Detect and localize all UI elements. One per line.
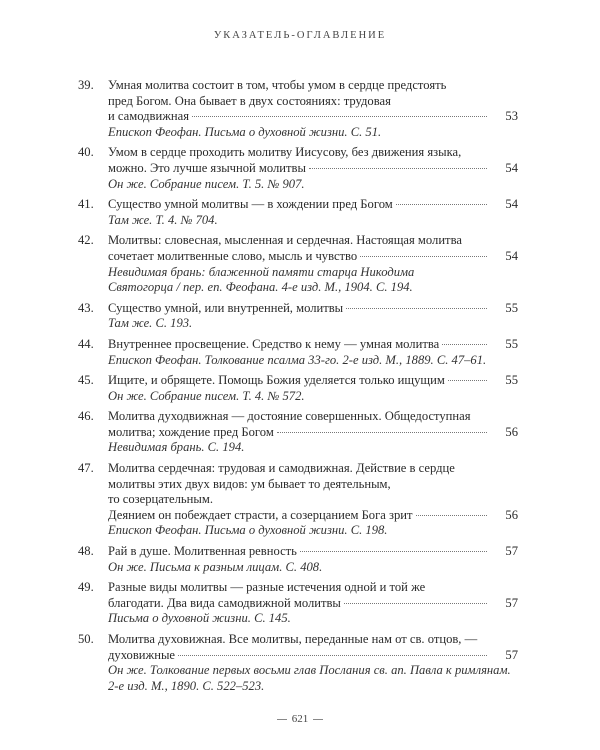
entry-title-line — [108, 648, 490, 664]
entry-title — [108, 301, 490, 317]
dot-leader — [416, 515, 487, 516]
entry-title — [108, 409, 490, 440]
entry-source-line: Он же. Собрание писем. Т. 5. № 907. — [108, 176, 305, 191]
entry-title-text: можно. Это лучше язычной молитвы — [108, 160, 306, 175]
entry-title-line — [108, 161, 490, 177]
dot-leader — [300, 551, 487, 552]
entry-source — [108, 440, 518, 456]
entry-title-line — [108, 508, 490, 524]
entry-title — [108, 373, 490, 389]
entry-title-line: Молитва сердечная: трудовая и самодвижная. Действие в сердце — [108, 461, 455, 476]
entry-title-line — [108, 544, 490, 560]
entry-source-line: Он же. Собрание писем. Т. 4. № 572. — [108, 388, 305, 403]
dot-leader — [360, 256, 487, 257]
entry-title-line — [108, 197, 490, 213]
running-header: УКАЗАТЕЛЬ-ОГЛАВЛЕНИЕ — [213, 30, 387, 41]
dot-leader — [396, 204, 487, 205]
footer-dash-right — [313, 719, 323, 720]
entry-title-text: молитва; хождение пред Богом — [108, 424, 274, 439]
entry-page-number: 55 — [505, 336, 518, 351]
entry-title-line — [108, 249, 490, 265]
entry-title-line: Умом в сердце проходить молитву Иисусову, без движения языка, — [108, 145, 462, 160]
dot-leader — [309, 168, 487, 169]
dot-leader — [178, 655, 487, 656]
entry-title-line: Молитвы: словесная, мысленная и сердечная. Настоящая молитва — [108, 233, 462, 248]
entry-source-line: Он же. Письма к разным лицам. С. 408. — [108, 559, 323, 574]
entry-title-line: пред Богом. Она бывает в двух состояниях: трудовая — [108, 93, 391, 108]
entry-source-line: 2-е изд. М., 1890. С. 522–523. — [108, 678, 265, 693]
entry-title-text: Внутреннее просвещение. Средство к нему — умная молитва — [108, 336, 440, 351]
entry-page-number: 57 — [505, 647, 518, 662]
entry-source — [108, 389, 518, 405]
entry-page-number: 57 — [505, 595, 518, 610]
toc-entry[interactable] — [0, 145, 600, 192]
entry-source-line: Святогорца / пер. еп. Феофана. 4-е изд. М., 1904. С. 194. — [108, 280, 413, 295]
entry-title-line: Молитва духовижная. Все молитвы, переданные нам от св. отцов, — — [108, 632, 478, 646]
entry-title-line — [108, 337, 490, 353]
entry-title — [108, 78, 490, 125]
entry-title — [108, 233, 490, 264]
toc-entry[interactable] — [0, 373, 600, 404]
entry-number: 41. — [78, 197, 94, 212]
entry-title-line: то созерцательным. — [108, 492, 213, 507]
entry-number: 46. — [78, 409, 94, 424]
entry-page-number: 54 — [505, 248, 518, 263]
entry-title — [108, 544, 490, 560]
entry-source-line: Епископ Феофан. Письма о духовной жизни. С. 198. — [108, 523, 388, 538]
entry-page-number: 57 — [505, 544, 518, 559]
entry-title-text: Существо умной, или внутренней, молитвы — [108, 300, 344, 315]
entry-source-line: Письма о духовной жизни. С. 145. — [108, 611, 291, 626]
entry-title-line: Молитва духодвижная — достояние совершенных. Общедоступная — [108, 409, 471, 424]
dot-leader — [344, 603, 487, 604]
entry-number: 43. — [78, 300, 94, 315]
toc-entry[interactable] — [0, 632, 600, 694]
table-of-contents — [0, 78, 600, 699]
entry-number: 44. — [78, 336, 94, 351]
entry-title — [108, 337, 490, 353]
entry-source — [108, 611, 518, 627]
entry-number: 49. — [78, 580, 94, 595]
entry-page-number: 56 — [505, 424, 518, 439]
entry-number: 39. — [78, 78, 94, 92]
entry-number: 42. — [78, 233, 94, 248]
entry-source — [108, 265, 518, 296]
entry-page-number: 55 — [505, 373, 518, 388]
entry-source-line: Невидимая брань. С. 194. — [108, 440, 245, 455]
dot-leader — [442, 344, 487, 345]
entry-title-line: Разные виды молитвы — разные истечения одной и той же — [108, 580, 426, 595]
entry-page-number: 53 — [505, 109, 518, 124]
entry-title-text: Существо умной молитвы — в хождении пред Богом — [108, 197, 393, 212]
entry-title-line: молитвы этих двух видов: ум бывает то деятельным, — [108, 476, 391, 491]
entry-title — [108, 632, 490, 663]
entry-number: 47. — [78, 461, 94, 476]
entry-source-line: Там же. С. 193. — [108, 316, 193, 331]
entry-page-number: 55 — [505, 300, 518, 315]
entry-title-text: Ищите, и обрящете. Помощь Божия уделяется только ищущим — [108, 373, 445, 388]
entry-title-text: Рай в душе. Молитвенная ревность — [108, 544, 297, 559]
entry-page-number: 54 — [505, 160, 518, 175]
entry-title-line — [108, 425, 490, 441]
entry-title — [108, 461, 490, 523]
dot-leader — [448, 380, 487, 381]
entry-source-line: Епископ Феофан. Письма о духовной жизни. С. 51. — [108, 124, 382, 139]
entry-source — [108, 316, 518, 332]
entry-number: 45. — [78, 373, 94, 388]
entry-number: 50. — [78, 632, 94, 646]
toc-entry[interactable] — [0, 197, 600, 228]
toc-entry[interactable] — [0, 233, 600, 295]
toc-entry[interactable] — [0, 409, 600, 456]
entry-title — [108, 197, 490, 213]
entry-title-text: сочетает молитвенные слово, мысль и чувство — [108, 248, 358, 263]
dot-leader — [192, 116, 487, 117]
entry-source — [108, 125, 518, 141]
entry-title-text: и самодвижная — [108, 109, 190, 124]
entry-title-line — [108, 301, 490, 317]
entry-title-text: духовижные — [108, 647, 175, 662]
entry-title-text: Деянием он побеждает страсти, а созерцанием Бога зрит — [108, 507, 413, 522]
entry-title-line — [108, 109, 490, 125]
entry-title-line — [108, 596, 490, 612]
toc-entry[interactable] — [0, 461, 600, 539]
page-number: 621 — [291, 713, 309, 725]
entry-source — [108, 353, 518, 369]
toc-entry[interactable] — [0, 337, 600, 368]
entry-source — [108, 523, 518, 539]
entry-page-number: 56 — [505, 507, 518, 522]
footer-dash-left — [277, 719, 287, 720]
entry-source — [108, 663, 518, 694]
entry-title — [108, 580, 490, 611]
entry-source — [108, 213, 518, 229]
entry-source — [108, 560, 518, 576]
entry-title-line: Умная молитва состоит в том, чтобы умом в сердце предстоять — [108, 78, 447, 92]
page-footer — [0, 713, 600, 725]
dot-leader — [277, 432, 487, 433]
toc-entry[interactable] — [0, 301, 600, 332]
entry-source — [108, 177, 518, 193]
toc-entry[interactable] — [0, 580, 600, 627]
entry-source-line: Он же. Толкование первых восьми глав Послания св. ап. Павла к римлянам. — [108, 663, 511, 678]
toc-entry[interactable] — [0, 78, 600, 140]
entry-number: 48. — [78, 544, 94, 559]
entry-title — [108, 145, 490, 176]
entry-source-line: Невидимая брань: блаженной памяти старца Никодима — [108, 264, 415, 279]
toc-entry[interactable] — [0, 544, 600, 575]
entry-number: 40. — [78, 145, 94, 160]
entry-title-text: благодати. Два вида самодвижной молитвы — [108, 595, 341, 610]
dot-leader — [346, 308, 487, 309]
entry-source-line: Там же. Т. 4. № 704. — [108, 212, 218, 227]
entry-source-line: Епископ Феофан. Толкование псалма 33-го. 2-е изд. М., 1889. С. 47–61. — [108, 352, 487, 367]
entry-page-number: 54 — [505, 197, 518, 212]
entry-title-line — [108, 373, 490, 389]
